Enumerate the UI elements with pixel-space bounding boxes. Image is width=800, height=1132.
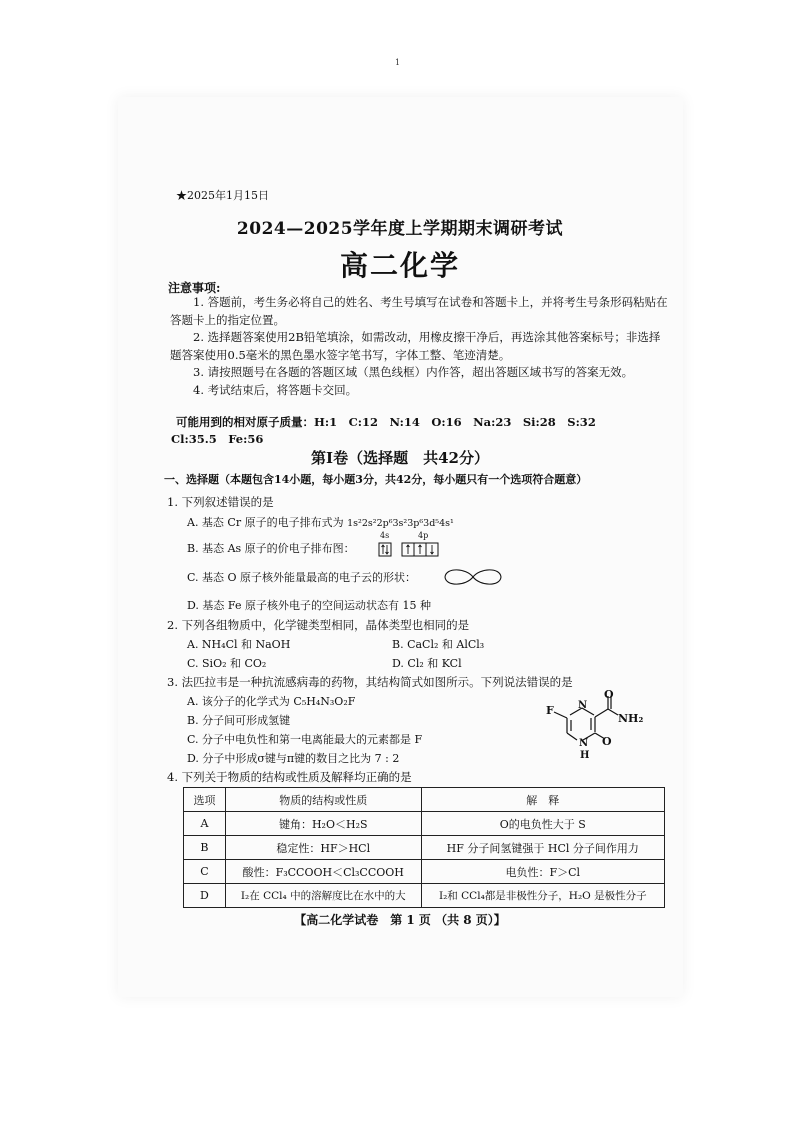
question-1-option-d: D. 基态 Fe 原子核外电子的空间运动状态有 15 种 — [187, 599, 431, 612]
subject-title: 高二化学 — [339, 249, 460, 282]
table-cell: B — [184, 836, 226, 860]
notice-item: 3. 请按照题号在各题的答题区域（黑色线框）内作答，超出答题区域书写的答案无效。 — [193, 365, 634, 380]
label-4s: 4s — [380, 531, 390, 540]
question-1-stem: 1. 下列叙述错误的是 — [167, 495, 274, 509]
table-row — [184, 836, 665, 860]
table-row — [184, 860, 665, 884]
question-1-option-c: C. 基态 O 原子核外能量最高的电子云的形状： — [187, 571, 417, 584]
table-header: 选项 — [184, 788, 226, 812]
question-2-stem: 2. 下列各组物质中，化学键类型相同，晶体类型也相同的是 — [167, 618, 470, 632]
atom-n-bottom: N — [579, 738, 589, 749]
exam-title: 2024—2025学年度上学期期末调研考试 — [236, 219, 564, 239]
question-3-option-c: C. 分子中电负性和第一电离能最大的元素都是 F — [187, 733, 423, 746]
atom-o-ring: O — [602, 735, 612, 748]
question-2-option-d: D. Cl₂ 和 KCl — [392, 657, 462, 670]
p-orbital-dumbbell-icon — [442, 566, 504, 588]
notice-list — [170, 294, 670, 400]
question-3-option-d: D. 分子中形成σ键与π键的数目之比为 7 : 2 — [187, 752, 400, 765]
table-cell: O的电负性大于 S — [421, 812, 664, 836]
table-cell: D — [184, 884, 226, 908]
option-a-text: A. 基态 Cr 原子的电子排布式为 — [187, 516, 348, 529]
table-row — [184, 812, 665, 836]
table-cell: I₂和 CCl₄都是非极性分子，H₂O 是极性分子 — [421, 884, 664, 908]
question-2-option-a: A. NH₄Cl 和 NaOH — [187, 638, 291, 651]
atom-n-top: N — [578, 700, 588, 711]
atom-o-amide: O — [604, 688, 614, 701]
table-cell: I₂在 CCl₄ 中的溶解度比在水中的大 — [225, 884, 421, 908]
table-cell: 键角：H₂O＜H₂S — [225, 812, 421, 836]
atom-nh2: NH₂ — [618, 712, 644, 725]
question-3-option-a: A. 该分子的化学式为 C₅H₄N₃O₂F — [187, 695, 356, 708]
orbital-boxes-icon — [378, 541, 448, 565]
table-header-row — [184, 788, 665, 812]
question-1-option-a — [187, 514, 454, 530]
question-2-option-c: C. SiO₂ 和 CO₂ — [187, 657, 267, 670]
favipiravir-structure — [542, 690, 642, 766]
section-title: 第Ⅰ卷（选择题 共42分） — [311, 449, 489, 467]
table-cell: 电负性：F＞Cl — [421, 860, 664, 884]
atomic-masses-line1: 可能用到的相对原子质量：H:1 C:12 N:14 O:16 Na:23 Si:28 S:32 — [176, 415, 596, 429]
label-4p: 4p — [418, 531, 429, 540]
page-number: 1 — [395, 58, 401, 67]
question-1-option-b: B. 基态 As 原子的价电子排布图： — [187, 542, 355, 555]
table-header: 解 释 — [421, 788, 664, 812]
atom-h: H — [580, 750, 590, 761]
part-instructions: 一、选择题（本题包含14小题，每小题3分，共42分，每小题只有一个选项符合题意） — [164, 473, 588, 486]
table-cell: A — [184, 812, 226, 836]
question-4-table — [183, 787, 665, 908]
exam-date: ★2025年1月15日 — [176, 189, 269, 202]
table-row — [184, 884, 665, 908]
question-3-option-b: B. 分子间可形成氢键 — [187, 714, 291, 727]
question-3-stem: 3. 法匹拉韦是一种抗流感病毒的药物，其结构简式如图所示。下列说法错误的是 — [167, 675, 573, 689]
table-header: 物质的结构或性质 — [225, 788, 421, 812]
table-cell: 稳定性：HF＞HCl — [225, 836, 421, 860]
cr-electron-config: 1s²2s²2p⁶3s²3p⁶3d⁵4s¹ — [347, 518, 454, 529]
notice-item: 2. 选择题答案使用2B铅笔填涂，如需改动，用橡皮擦干净后，再选涂其他答案标号；非选择题答案使用0.5毫米的黑色墨水签字笔书写，字体工整、笔迹清楚。 — [170, 330, 661, 362]
question-2-option-b: B. CaCl₂ 和 AlCl₃ — [392, 638, 485, 651]
atom-f: F — [546, 704, 554, 717]
notice-heading: 注意事项: — [168, 281, 221, 295]
atomic-masses-line2: Cl:35.5 Fe:56 — [171, 432, 264, 446]
page-footer: 【高二化学试卷 第 1 页 （共 8 页）】 — [294, 913, 506, 927]
question-4-stem: 4. 下列关于物质的结构或性质及解释均正确的是 — [167, 770, 412, 784]
table-cell: HF 分子间氢键强于 HCl 分子间作用力 — [421, 836, 664, 860]
notice-item: 1. 答题前，考生务必将自己的姓名、考生号填写在试卷和答题卡上，并将考生号条形码粘贴在答题卡上的指定位置。 — [170, 295, 668, 327]
table-cell: 酸性：F₃CCOOH＜Cl₃CCOOH — [225, 860, 421, 884]
notice-item: 4. 考试结束后，将答题卡交回。 — [193, 382, 358, 397]
table-cell: C — [184, 860, 226, 884]
